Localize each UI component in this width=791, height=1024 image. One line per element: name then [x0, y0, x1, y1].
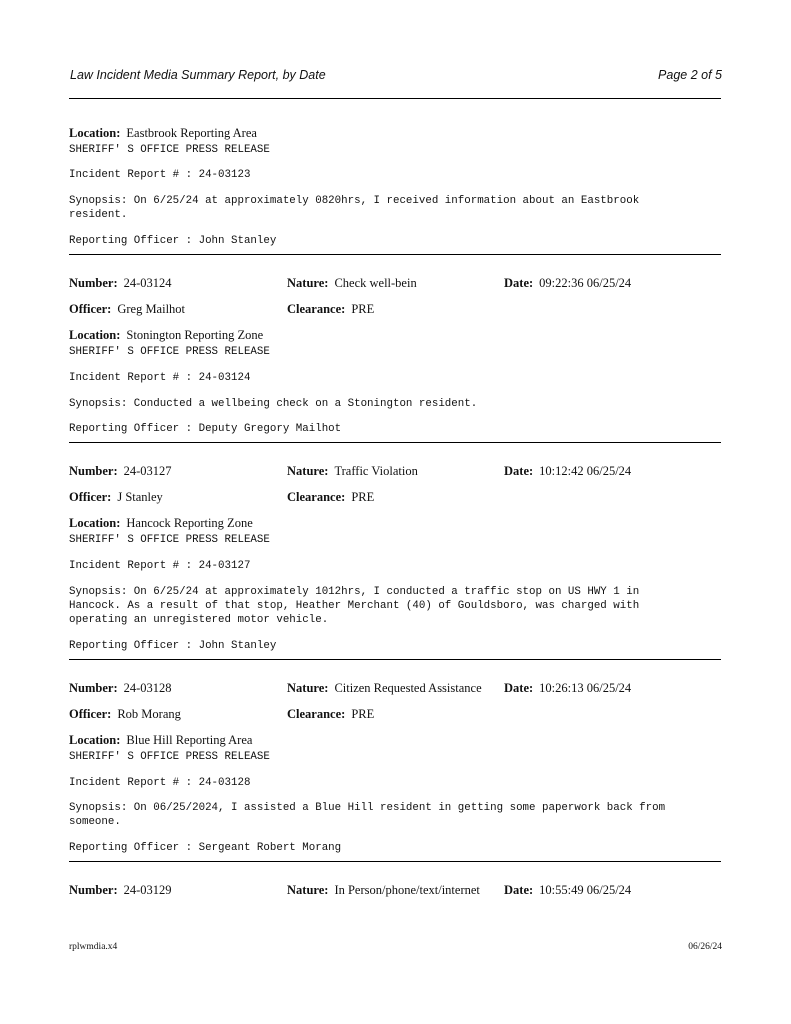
number-field: Number: 24-03128	[69, 681, 172, 695]
incident-report: Incident Report # : 24-03127	[69, 560, 251, 572]
date-field: Date: 10:12:42 06/25/24	[504, 464, 632, 478]
reporting-officer: Reporting Officer : John Stanley	[69, 235, 277, 247]
footer-report-id: rplwmdia.x4	[69, 942, 118, 952]
press-release: SHERIFF' S OFFICE PRESS RELEASE	[69, 751, 270, 763]
page-number: Page 2 of 5	[658, 68, 722, 82]
press-release: SHERIFF' S OFFICE PRESS RELEASE	[69, 346, 270, 358]
officer-field: Officer: Rob Morang	[69, 707, 181, 721]
entry-divider	[69, 659, 721, 660]
press-release: SHERIFF' S OFFICE PRESS RELEASE	[69, 534, 270, 546]
nature-field: Nature: Traffic Violation	[287, 464, 418, 478]
footer-date: 06/26/24	[688, 942, 722, 952]
entry-divider	[69, 442, 721, 443]
synopsis-line: someone.	[69, 816, 121, 828]
synopsis-line: Synopsis: Conducted a wellbeing check on a Stonington resident.	[69, 398, 478, 410]
reporting-officer: Reporting Officer : John Stanley	[69, 640, 277, 652]
clearance-field: Clearance: PRE	[287, 302, 375, 316]
synopsis-line: Synopsis: On 6/25/24 at approximately 0820hrs, I received information about an Eastbrook	[69, 195, 640, 207]
synopsis-line: Synopsis: On 06/25/2024, I assisted a Blue Hill resident in getting some paperwork back from	[69, 802, 666, 814]
date-field: Date: 10:26:13 06/25/24	[504, 681, 632, 695]
synopsis-line: operating an unregistered motor vehicle.	[69, 614, 329, 626]
incident-report: Incident Report # : 24-03123	[69, 169, 251, 181]
number-field: Number: 24-03127	[69, 464, 172, 478]
incident-report: Incident Report # : 24-03128	[69, 777, 251, 789]
nature-field: Nature: Check well-bein	[287, 276, 417, 290]
entry-divider	[69, 861, 721, 862]
reporting-officer: Reporting Officer : Sergeant Robert Morang	[69, 842, 342, 854]
nature-field: Nature: Citizen Requested Assistance	[287, 681, 482, 695]
location-line: Location: Blue Hill Reporting Area	[69, 733, 253, 747]
entry-divider	[69, 254, 721, 255]
header-divider	[69, 98, 721, 99]
incident-report: Incident Report # : 24-03124	[69, 372, 251, 384]
report-title: Law Incident Media Summary Report, by Date	[70, 68, 326, 82]
synopsis-line: resident.	[69, 209, 128, 221]
clearance-field: Clearance: PRE	[287, 707, 375, 721]
reporting-officer: Reporting Officer : Deputy Gregory Mailhot	[69, 423, 342, 435]
date-field: Date: 09:22:36 06/25/24	[504, 276, 632, 290]
location-line: Location: Hancock Reporting Zone	[69, 516, 253, 530]
synopsis-line: Hancock. As a result of that stop, Heather Merchant (40) of Gouldsboro, was charged with	[69, 600, 640, 612]
synopsis-line: Synopsis: On 6/25/24 at approximately 1012hrs, I conducted a traffic stop on US HWY 1 in	[69, 586, 640, 598]
location-line: Location: Eastbrook Reporting Area	[69, 126, 257, 140]
number-field: Number: 24-03129	[69, 883, 172, 897]
clearance-field: Clearance: PRE	[287, 490, 375, 504]
officer-field: Officer: J Stanley	[69, 490, 163, 504]
press-release: SHERIFF' S OFFICE PRESS RELEASE	[69, 144, 270, 156]
officer-field: Officer: Greg Mailhot	[69, 302, 186, 316]
number-field: Number: 24-03124	[69, 276, 172, 290]
nature-field: Nature: In Person/phone/text/internet	[287, 883, 480, 897]
location-line: Location: Stonington Reporting Zone	[69, 328, 264, 342]
date-field: Date: 10:55:49 06/25/24	[504, 883, 632, 897]
